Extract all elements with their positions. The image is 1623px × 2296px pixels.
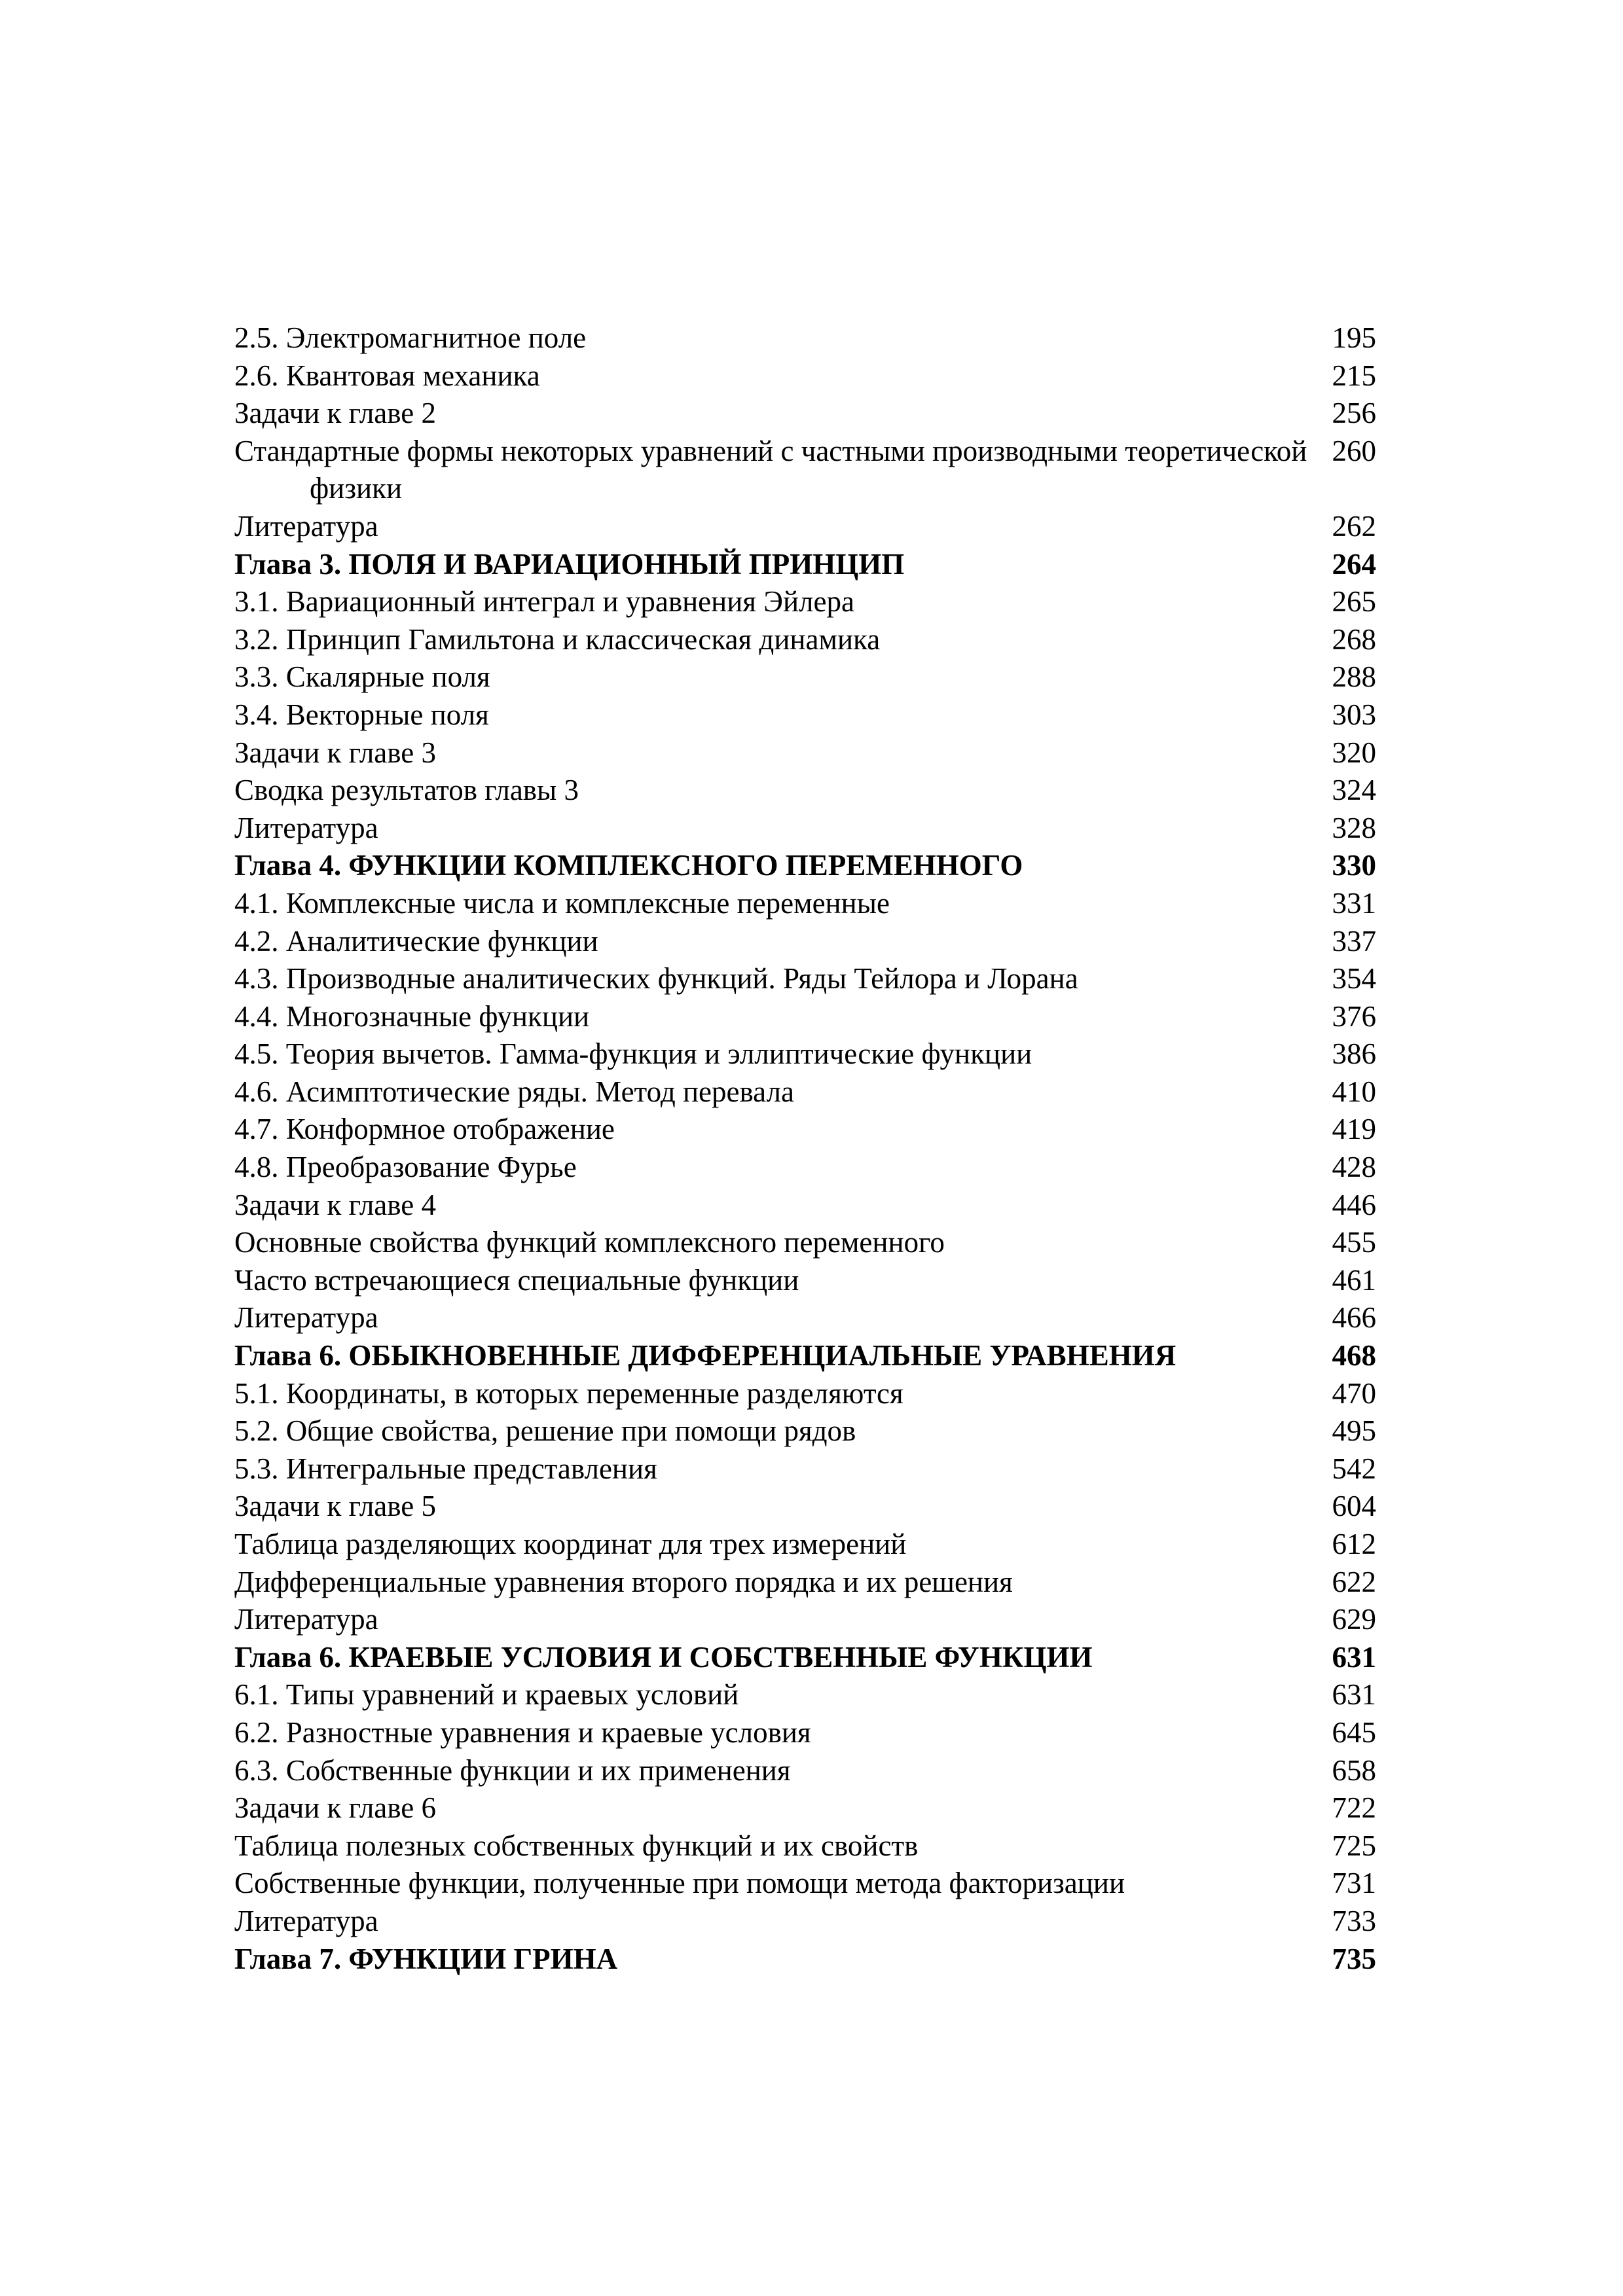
toc-entry-page: 324 (1332, 774, 1376, 807)
toc-entry-page: 419 (1332, 1113, 1376, 1146)
toc-entry (234, 583, 1376, 621)
toc-entry-title: Глава 3. ПОЛЯ И ВАРИАЦИОННЫЙ ПРИНЦИП (234, 547, 905, 581)
toc-entry-title: 2.5. Электромагнитное поле (234, 321, 587, 354)
toc-entry-title: 6.3. Собственные функции и их применения (234, 1753, 791, 1787)
table-of-contents (234, 319, 1376, 1978)
toc-entry-page: 735 (1332, 1942, 1376, 1975)
toc-chapter-heading (234, 546, 1376, 584)
toc-chapter-heading (234, 1639, 1376, 1677)
toc-entry (234, 1789, 1376, 1827)
toc-entry (234, 1111, 1376, 1149)
toc-entry-page: 337 (1332, 924, 1376, 958)
toc-entry (234, 772, 1376, 810)
toc-entry (234, 923, 1376, 961)
toc-chapter-heading (234, 1337, 1376, 1375)
toc-entry (234, 319, 1376, 357)
toc-entry (234, 960, 1376, 998)
toc-entry (234, 1262, 1376, 1300)
toc-entry-page: 629 (1332, 1603, 1376, 1636)
toc-entry (234, 734, 1376, 772)
toc-entry-title: 4.5. Теория вычетов. Гамма-функция и эллиптические функции (234, 1037, 1032, 1071)
toc-entry-page: 331 (1332, 886, 1376, 920)
toc-entry-title: 4.6. Асимптотические ряды. Метод перевала (234, 1075, 794, 1108)
toc-entry-title: Литература (234, 509, 378, 543)
toc-entry (234, 1827, 1376, 1865)
toc-entry-title: Задачи к главе 2 (234, 397, 436, 430)
toc-entry-page: 631 (1332, 1678, 1376, 1712)
toc-entry-page: 215 (1332, 359, 1376, 392)
toc-entry-title: 4.1. Комплексные числа и комплексные переменные (234, 886, 890, 920)
toc-entry-title: Глава 6. ОБЫКНОВЕННЫЕ ДИФФЕРЕНЦИАЛЬНЫЕ УРАВНЕНИЯ (234, 1339, 1176, 1372)
toc-entry-page: 268 (1332, 622, 1376, 656)
toc-entry-page: 733 (1332, 1904, 1376, 1937)
toc-entry-page: 262 (1332, 509, 1376, 543)
toc-entry-title: Дифференциальные уравнения второго порядка и их решения (234, 1565, 1013, 1598)
toc-entry-title: 4.4. Многозначные функции (234, 999, 590, 1033)
toc-entry-title: Основные свойства функций комплексного переменного (234, 1226, 945, 1259)
toc-entry-page: 446 (1332, 1188, 1376, 1221)
toc-entry-page: 645 (1332, 1715, 1376, 1749)
toc-entry (234, 508, 1376, 546)
toc-entry (234, 357, 1376, 395)
toc-entry-page: 288 (1332, 660, 1376, 694)
toc-entry-page: 376 (1332, 999, 1376, 1033)
toc-entry (234, 1450, 1376, 1488)
toc-entry-title: 4.8. Преобразование Фурье (234, 1151, 577, 1184)
toc-entry-title: 2.6. Квантовая механика (234, 359, 540, 392)
toc-entry (234, 1564, 1376, 1602)
toc-entry-page: 328 (1332, 811, 1376, 844)
toc-entry (234, 1526, 1376, 1564)
toc-entry (234, 1714, 1376, 1752)
toc-entry (234, 696, 1376, 734)
toc-entry-title: Сводка результатов главы 3 (234, 774, 579, 807)
toc-entry-title: Литература (234, 1904, 378, 1937)
toc-entry (234, 1224, 1376, 1262)
toc-entry (234, 1035, 1376, 1073)
toc-entry-page: 354 (1332, 962, 1376, 996)
toc-entry (234, 621, 1376, 659)
toc-entry-title: Таблица разделяющих координат для трех измерений (234, 1528, 907, 1560)
toc-entry-title: Литература (234, 811, 378, 844)
toc-entry-page: 612 (1332, 1528, 1376, 1560)
toc-entry-page: 265 (1332, 585, 1376, 619)
toc-entry-title: Задачи к главе 4 (234, 1188, 436, 1221)
toc-entry-title: 5.2. Общие свойства, решение при помощи рядов (234, 1414, 856, 1448)
toc-entry-title: 3.3. Скалярные поля (234, 660, 490, 694)
toc-entry (234, 1601, 1376, 1639)
toc-entry (234, 658, 1376, 696)
toc-entry-page: 320 (1332, 736, 1376, 769)
toc-entry-page: 470 (1332, 1376, 1376, 1410)
toc-entry-title: Собственные функции, полученные при помощи метода факторизации (234, 1867, 1125, 1900)
toc-entry (234, 433, 1376, 508)
toc-entry-page: 542 (1332, 1452, 1376, 1485)
toc-entry-page: 428 (1332, 1151, 1376, 1184)
toc-entry-title: Литература (234, 1603, 378, 1636)
toc-entry-title: 5.1. Координаты, в которых переменные разделяются (234, 1376, 903, 1410)
toc-entry (234, 1488, 1376, 1526)
toc-entry-page: 264 (1332, 547, 1376, 581)
toc-entry-title: Таблица полезных собственных функций и их свойств (234, 1829, 919, 1862)
toc-entry (234, 1865, 1376, 1903)
toc-entry (234, 1187, 1376, 1225)
toc-entry-title: 3.1. Вариационный интеграл и уравнения Эйлера (234, 585, 854, 619)
toc-entry-page: 195 (1332, 321, 1376, 354)
toc-entry-title: Часто встречающиеся специальные функции (234, 1263, 799, 1297)
toc-entry (234, 1299, 1376, 1337)
toc-entry-page: 725 (1332, 1829, 1376, 1862)
toc-entry-title: Задачи к главе 3 (234, 736, 436, 769)
toc-entry (234, 1676, 1376, 1714)
toc-entry-page: 256 (1332, 397, 1376, 430)
toc-entry-title: 4.7. Конформное отображение (234, 1113, 615, 1146)
toc-entry-page: 455 (1332, 1226, 1376, 1259)
toc-entry-title: Задачи к главе 6 (234, 1791, 436, 1825)
toc-entry-title: 3.4. Векторные поля (234, 698, 489, 731)
toc-entry-page: 466 (1332, 1301, 1376, 1335)
toc-entry-page: 461 (1332, 1263, 1376, 1297)
toc-entry (234, 885, 1376, 923)
toc-entry-title: Литература (234, 1301, 378, 1335)
toc-entry (234, 1149, 1376, 1187)
toc-entry (234, 1073, 1376, 1111)
toc-entry-page: 260 (1332, 434, 1376, 467)
toc-entry (234, 395, 1376, 433)
toc-entry-page: 658 (1332, 1753, 1376, 1787)
toc-entry-title: 4.3. Производные аналитических функций. Ряды Тейлора и Лорана (234, 962, 1078, 996)
toc-entry-page: 722 (1332, 1791, 1376, 1825)
toc-entry (234, 810, 1376, 848)
toc-chapter-heading (234, 1941, 1376, 1979)
toc-entry-title: 6.2. Разностные уравнения и краевые условия (234, 1715, 811, 1749)
toc-entry-title: 5.3. Интегральные представления (234, 1452, 657, 1485)
toc-entry-title: Задачи к главе 5 (234, 1490, 436, 1523)
toc-entry (234, 998, 1376, 1036)
toc-entry (234, 1375, 1376, 1413)
toc-chapter-heading (234, 847, 1376, 885)
toc-entry-page: 303 (1332, 698, 1376, 731)
toc-entry-page: 622 (1332, 1565, 1376, 1598)
toc-entry-page: 495 (1332, 1414, 1376, 1448)
toc-entry-page: 386 (1332, 1037, 1376, 1071)
toc-entry-title: Глава 7. ФУНКЦИИ ГРИНА (234, 1942, 618, 1975)
toc-entry-title: Стандартные формы некоторых уравнений с частными производными теоретической физики (234, 434, 1307, 505)
toc-entry-page: 631 (1332, 1640, 1376, 1674)
toc-entry (234, 1752, 1376, 1790)
toc-entry (234, 1412, 1376, 1450)
toc-entry-page: 330 (1332, 849, 1376, 882)
toc-entry-title: 6.1. Типы уравнений и краевых условий (234, 1678, 739, 1712)
toc-entry-page: 410 (1332, 1075, 1376, 1108)
toc-entry-page: 731 (1332, 1867, 1376, 1900)
toc-entry-page: 468 (1332, 1339, 1376, 1372)
toc-entry (234, 1903, 1376, 1941)
toc-entry-title: 4.2. Аналитические функции (234, 924, 598, 958)
toc-entry-title: Глава 4. ФУНКЦИИ КОМПЛЕКСНОГО ПЕРЕМЕННОГО (234, 849, 1023, 882)
toc-entry-page: 604 (1332, 1490, 1376, 1523)
toc-entry-title: 3.2. Принцип Гамильтона и классическая динамика (234, 622, 881, 656)
toc-entry-title: Глава 6. КРАЕВЫЕ УСЛОВИЯ И СОБСТВЕННЫЕ ФУНКЦИИ (234, 1640, 1093, 1674)
